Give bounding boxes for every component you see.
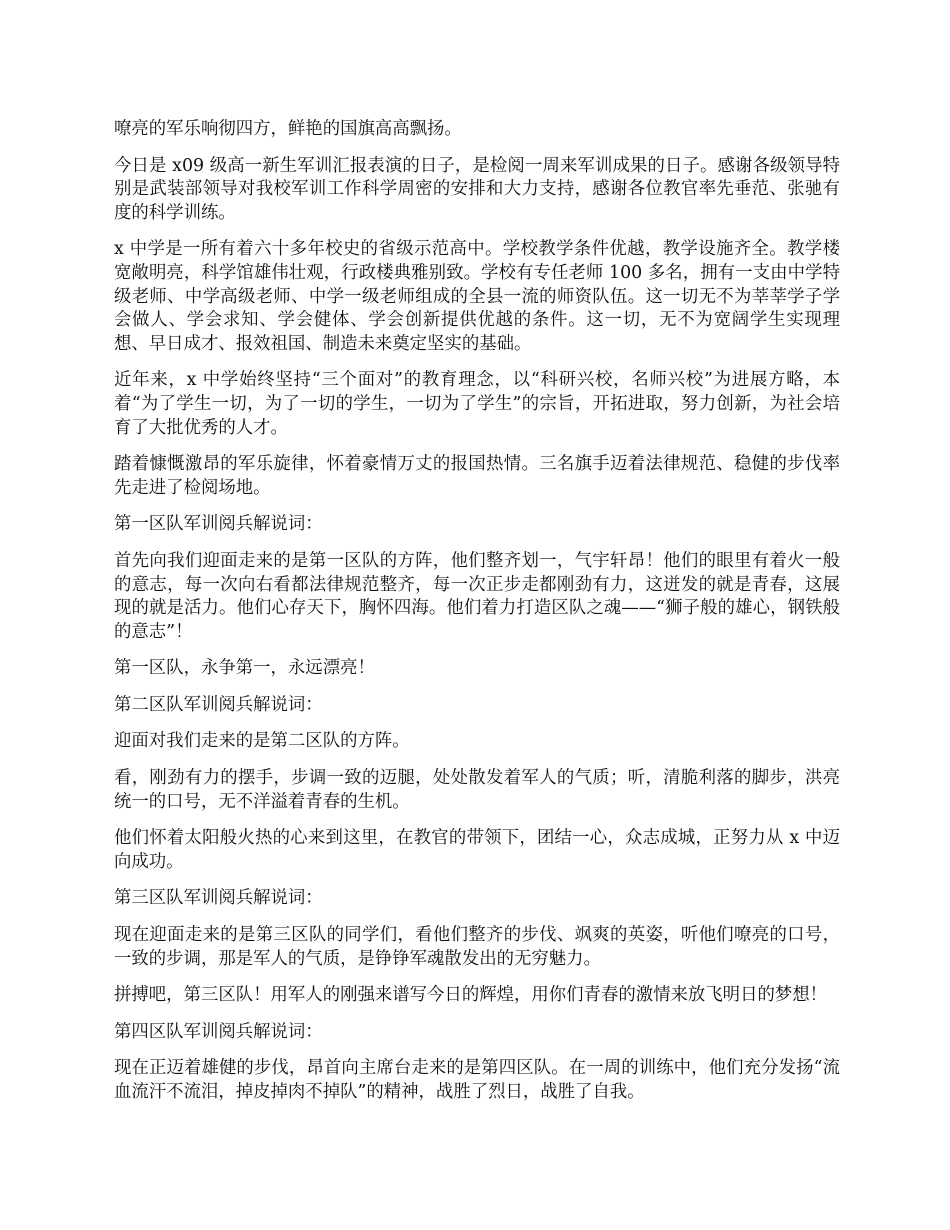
paragraph-squad-3-description: 现在迎面走来的是第三区队的同学们，看他们整齐的步伐、飒爽的英姿，听他们嘹亮的口号，一致的步调，那是军人的气质，是铮铮军魂散发出的无穷魅力。 <box>114 925 840 969</box>
paragraph-squad-4-description: 现在正迈着雄健的步伐，昂首向主席台走来的是第四区队。在一周的训练中，他们充分发扬“流血流汗不流泪，掉皮掉肉不掉队”的精神，战胜了烈日，战胜了自我。 <box>114 1058 840 1102</box>
paragraph-squad-3-slogan: 拼搏吧，第三区队！用军人的刚强来谱写今日的辉煌，用你们青春的激情来放飞明日的梦想！ <box>114 985 828 1006</box>
heading-squad-1: 第一区队军训阅兵解说词： <box>114 514 323 535</box>
paragraph-event-thanks: 今日是 x09 级高一新生军训汇报表演的日子，是检阅一周来军训成果的日子。感谢各级领导特别是武装部领导对我校军训工作科学周密的安排和大力支持，感谢各位教官率先垂范、张驰有度的科学训练。 <box>114 155 840 223</box>
paragraph-squad-2-intro: 迎面对我们走来的是第二区队的方阵。 <box>114 731 410 752</box>
paragraph-squad-1-description: 首先向我们迎面走来的是第一区队的方阵，他们整齐划一，气宇轩昂！他们的眼里有着火一般的意志，每一次向右看都法律规范整齐，每一次正步走都刚劲有力，这迸发的就是青春，这展现的就是活力。他们心存天下，胸怀四海。他们着力打造区队之魂——“狮子般的雄心，钢铁般的意志”！ <box>114 550 840 642</box>
paragraph-squad-1-slogan: 第一区队，永争第一，永远漂亮！ <box>114 658 375 679</box>
paragraph-school-intro: x 中学是一所有着六十多年校史的省级示范高中。学校教学条件优越，教学设施齐全。教学楼宽敞明亮，科学馆雄伟壮观，行政楼典雅别致。学校有专任老师 100 多名，拥有一支由中学特级老师、中学高级老师、中学一级老师组成的全县一流的师资队伍。这一切无不为莘莘学子学会做人、学会求知、学会健体、学会创新提供优越的条件。这一切，无不为宽阔学生实现理想、早日成才、报效祖国、制造未来奠定坚实的基础。 <box>114 239 840 354</box>
paragraph-flag-bearers: 踏着慷慨激昂的军乐旋律，怀着豪情万丈的报国热情。三名旗手迈着法律规范、稳健的步伐率先走进了检阅场地。 <box>114 454 840 498</box>
heading-squad-4: 第四区队军训阅兵解说词： <box>114 1021 323 1042</box>
document-body <box>114 118 840 1118</box>
paragraph-squad-2-description: 看，刚劲有力的摆手，步调一致的迈腿，处处散发着军人的气质；听，清脆利落的脚步，洪亮统一的口号，无不洋溢着青春的生机。 <box>114 768 840 812</box>
paragraph-opening: 嘹亮的军乐响彻四方，鲜艳的国旗高高飘扬。 <box>114 119 462 139</box>
heading-squad-2: 第二区队军训阅兵解说词： <box>114 694 323 715</box>
heading-squad-3: 第三区队军训阅兵解说词： <box>114 888 323 909</box>
paragraph-squad-2-closing: 他们怀着太阳般火热的心来到这里，在教官的带领下，团结一心，众志成城，正努力从 x 中迈向成功。 <box>114 828 840 872</box>
paragraph-school-philosophy: 近年来，x 中学始终坚持“三个面对”的教育理念，以“科研兴校，名师兴校”为进展方略，本着“为了学生一切，为了一切的学生，一切为了学生”的宗旨，开拓进取，努力创新，为社会培育了大批优秀的人才。 <box>114 370 840 438</box>
